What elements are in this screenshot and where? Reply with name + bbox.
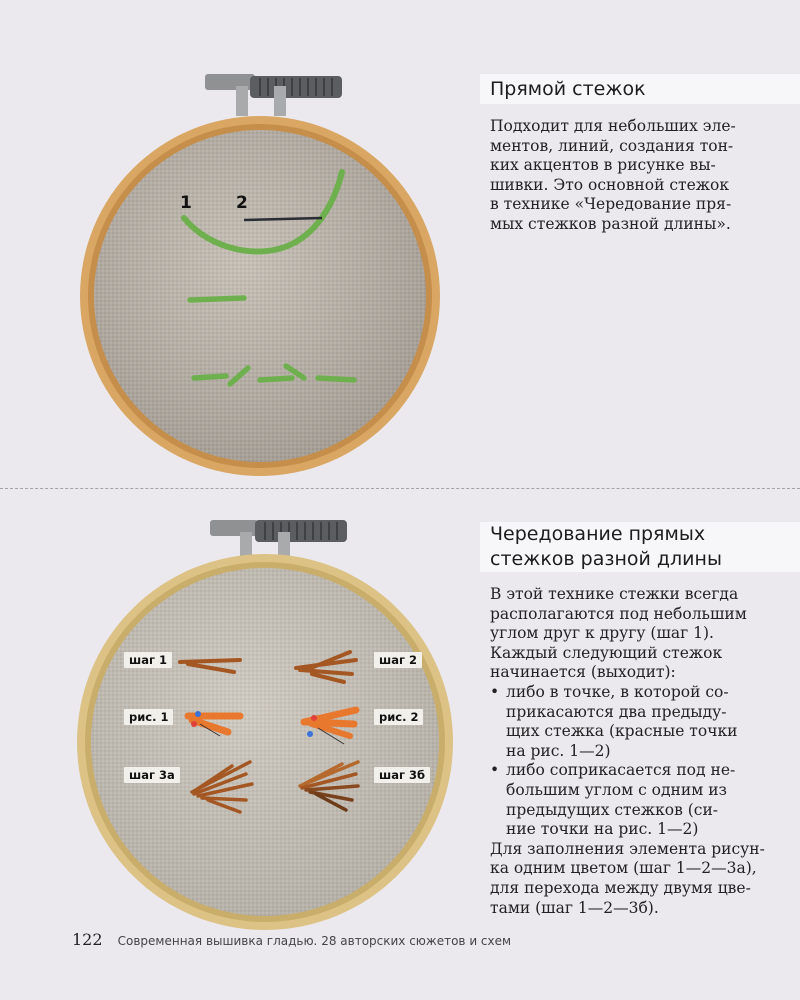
stitch-point-label-2: 2 [236, 193, 248, 213]
section-text-straight-stitch: Подходит для небольших эле- ментов, линий, создания тон- ких акцентов в рисунке вы- шивки. Это основной стежок в технике «Чередование пря- мых стежков разной длины». [490, 117, 736, 233]
page-footer [72, 930, 511, 949]
section-title-alternating-stitches: Чередование прямых стежков разной длины [480, 522, 800, 572]
bullet-marker: • [490, 682, 500, 701]
tag-fig-2: рис. 2 [374, 709, 423, 725]
tag-fig-1: рис. 1 [124, 709, 173, 725]
tag-step-3a: шаг 3а [124, 767, 180, 783]
straight-green-stitch [190, 298, 244, 300]
page-number: 122 [72, 930, 103, 949]
section-divider [0, 488, 800, 489]
tag-step-1: шаг 1 [124, 652, 172, 668]
bullet-marker: • [490, 761, 500, 780]
tag-step-3b: шаг 3б [374, 767, 430, 783]
stitch-point-label-1: 1 [180, 193, 192, 213]
tag-step-2: шаг 2 [374, 652, 422, 668]
hoop-screw [205, 74, 342, 116]
bullet-item: • либо в точке, в которой со- прикасаются два предыду- щих стежка (красные точки на рис. 1—2) [490, 682, 738, 760]
book-title: Современная вышивка гладью. 28 авторских сюжетов и схем [117, 934, 512, 948]
hoop-photo-straight-stitch [60, 60, 480, 480]
bullet-item: • либо соприкасается под не- большим углом с одним из предыдущих стежков (си- ние точки на рис. 1—2) [490, 761, 736, 839]
section-text-alternating-stitches: В этой технике стежки всегда располагаются под небольшим углом друг к другу (шаг 1). Каждый следующий стежок начинается (выходит): • либо в точке, в которой со- прикасаются два предыду- щих стежка (красные точки на рис. 1—2) • либо соприкасается под не- большим углом с одним из предыдущих стежков (си- ние точки на рис. 1—2) Для заполнения элемента рисун- ка одним цветом (шаг 1—2—3а), для перехода между двумя цве- тами (шаг 1—2—3б). [490, 585, 790, 918]
section-title-straight-stitch: Прямой стежок [480, 74, 800, 104]
hoop-photo-alternating-stitches [60, 510, 480, 940]
